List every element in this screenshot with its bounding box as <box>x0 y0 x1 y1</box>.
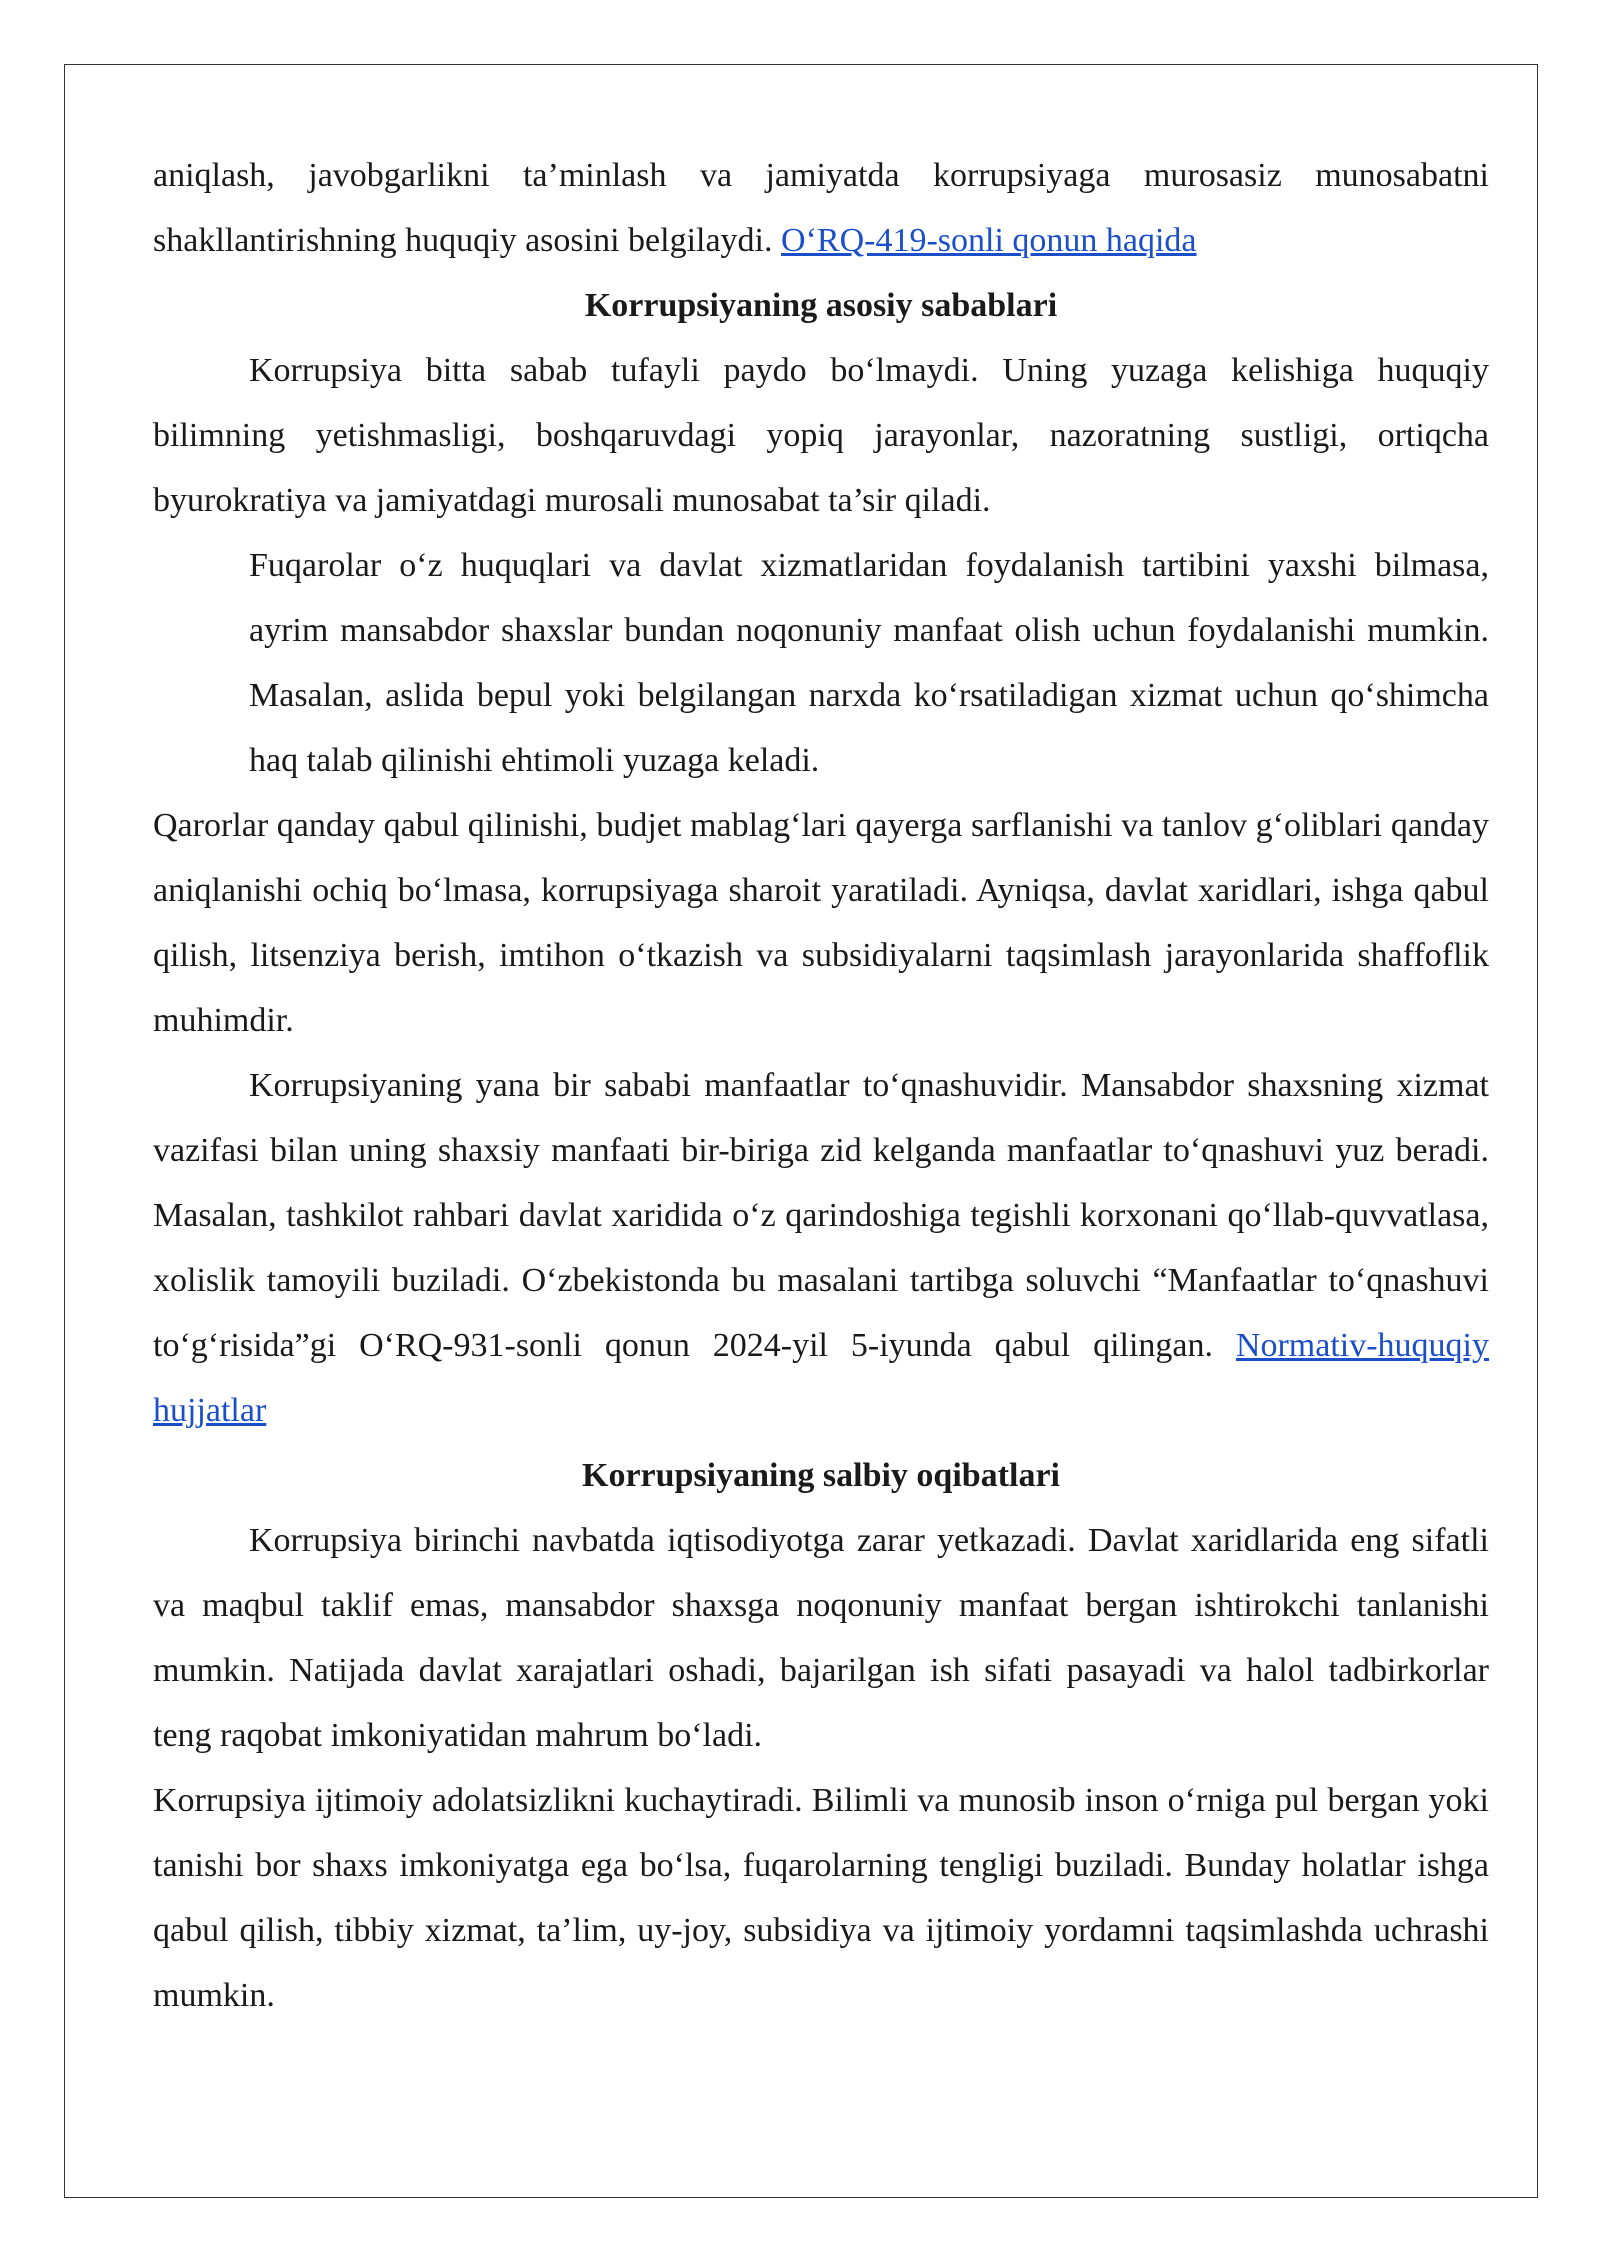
paragraph-4: Qarorlar qanday qabul qilinishi, budjet mablag‘lari qayerga sarflanishi va tanlov g‘oliblari qanday aniqlanishi ochiq bo‘lmasa, korrupsiyaga sharoit yaratiladi. Ayniqsa, davlat xaridlari, ishga qabul qilish, litsenziya berish, imtihon o‘tkazish va subsidiyalarni taqsimlash jarayonlarida shaffoflik muhimdir. <box>153 807 1489 1039</box>
paragraph-2: Korrupsiya bitta sabab tufayli paydo bo‘lmaydi. Uning yuzaga kelishiga huquqiy bilimning yetishmasligi, boshqaruvdagi yopiq jarayonlar, nazoratning sustligi, ortiqcha byurokratiya va jamiyatdagi murosali munosabat ta’sir qiladi. <box>153 352 1489 519</box>
paragraph-7: Korrupsiya ijtimoiy adolatsizlikni kuchaytiradi. Bilimli va munosib inson o‘rniga pul bergan yoki tanishi bor shaxs imkoniyatga ega bo‘lsa, fuqarolarning tengligi buziladi. Bunday holatlar ishga qabul qilish, tibbiy xizmat, ta’lim, uy-joy, subsidiya va ijtimoiy yordamni taqsimlashda uchrashi mumkin. <box>153 1782 1489 2014</box>
paragraph-6: Korrupsiya birinchi navbatda iqtisodiyotga zarar yetkazadi. Davlat xaridlarida eng sifatli va maqbul taklif emas, mansabdor shaxsga noqonuniy manfaat bergan ishtirokchi tanlanishi mumkin. Natijada davlat xarajatlari oshadi, bajarilgan ish sifati pasayadi va halol tadbirkorlar teng raqobat imkoniyatidan mahrum bo‘ladi. <box>153 1522 1489 1754</box>
paragraph-1-text: aniqlash, javobgarlikni ta’minlash va jamiyatda korrupsiyaga murosasiz munosabatni shakllantirishning huquqiy asosini belgilaydi. <box>153 157 1489 259</box>
normative-documents-link[interactable]: Normativ-huquqiy hujjatlar <box>153 1327 1489 1429</box>
paragraph-3: Fuqarolar o‘z huquqlari va davlat xizmatlaridan foydalanish tartibini yaxshi bilmasa, ayrim mansabdor shaxslar bundan noqonuniy manfaat olish uchun foydalanishi mumkin. Masalan, aslida bepul yoki belgilangan narxda ko‘rsatiladigan xizmat uchun qo‘shimcha haq talab qilinishi ehtimoli yuzaga keladi. <box>249 547 1489 779</box>
paragraph-1 <box>153 143 1489 273</box>
paragraph-5-text: Korrupsiyaning yana bir sababi manfaatlar to‘qnashuvidir. Mansabdor shaxsning xizmat vazifasi bilan uning shaxsiy manfaati bir-biriga zid kelganda manfaatlar to‘qnashuvi yuz beradi. Masalan, tashkilot rahbari davlat xaridida o‘z qarindoshiga tegishli korxonani qo‘llab-quvvatlasa, xolislik tamoyili buziladi. O‘zbekistonda bu masalani tartibga soluvchi “Manfaatlar to‘qnashuvi to‘g‘risida”gi O‘RQ-931-sonli qonun 2024-yil 5-iyunda qabul qilingan. <box>153 1067 1489 1364</box>
heading-consequences: Korrupsiyaning salbiy oqibatlari <box>582 1457 1060 1494</box>
document-body <box>153 143 1489 2028</box>
paragraph-5 <box>153 1053 1489 1443</box>
law-419-link[interactable]: O‘RQ-419-sonli qonun haqida <box>781 222 1197 259</box>
heading-causes: Korrupsiyaning asosiy sabablari <box>584 287 1058 324</box>
